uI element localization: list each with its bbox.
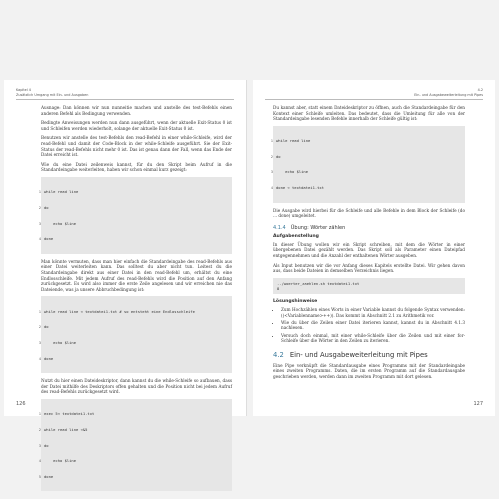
hints-heading: Lösungshinweise <box>273 299 318 305</box>
code-line: echo $line <box>44 339 77 345</box>
code-line: while read line <&5 <box>44 426 88 432</box>
code-line: while read line <box>276 138 311 144</box>
right-page <box>253 80 495 416</box>
list-item: • Versuch doch einmal, mit einer while-Schleife über die Zeilen und mit einer for-Schleife über die Wörter in den Zeilen zu iterieren. <box>281 333 465 344</box>
paragraph: Nutzt du hier einen Dateideskriptor, dann kannst du die while-Schleife so aufbauen, dass der Datei mithilfe des Deskriptors offen gehalten und die Position nicht bei jedem Aufruf des read-Befehls zurückgesetzt wird. <box>41 378 232 395</box>
section-heading <box>273 351 465 359</box>
paragraph: Bedingte Anweisungen werden nun dann ausgeführt, wenn der aktuelle Exit-Status 0 ist und Schleifen werden wiederholt, solange der aktuelle Exit-Status 0 ist. <box>41 120 232 131</box>
hints-list <box>273 307 465 344</box>
code-line: exec 5< textdatei1.txt <box>44 411 95 417</box>
code-listing: 1 while read line 2 do 3 echo $line 4 done <box>41 177 232 254</box>
paragraph: Du kannst aber, statt einem Dateideskriptor zu öffnen, auch die Standardeingabe für den Kontext einer Schleife umleiten. Das bedeutet, dass die Umleitung für alle von der Standardeingabe lesenden Befehle innerhalb der Schleife gültig ist: <box>273 105 465 122</box>
code-line: while read line <box>44 189 79 195</box>
chapter-title: Zusätzlich Umgang mit Ein- und Ausgaben <box>16 92 89 97</box>
code-line: while read line < textdatei1.txt # so entsteht eine Endlosschleife <box>44 308 195 314</box>
subsection-number: 4.1.4 <box>273 224 286 231</box>
chapter-label: Kapitel 4 <box>16 88 31 92</box>
page-number: 127 <box>473 401 483 407</box>
code-line: do <box>44 442 49 448</box>
code-line: echo $line <box>276 169 309 175</box>
section-number: 4.2 <box>477 88 483 92</box>
list-item: • Wie du über die Zeilen einer Datei iterieren kannst, kannst du in Abschnitt 4.1.3 nachlesen. <box>281 320 465 331</box>
paragraph: Benutzen wir anstelle des test-Befehls den read-Befehl in einer while-Schleife, wird der read-Befehl und damit der Code-Block in der while-Schleife ausgeführt. Sie der Exit-Status der read-Befehls nicht mehr 0 ist. Das ist genau dann der Fall, wenn das Ende der Datei erreicht ist. <box>41 135 232 158</box>
terminal-example: ../woerter_zaehlen.sh textdatei1.txt 8 <box>273 278 465 294</box>
section-title: Ein- und Ausgabeweiterleitung mit Pipes <box>414 92 483 97</box>
page-number: 126 <box>16 401 26 407</box>
code-listing: 1 exec 5< textdatei1.txt 2 while read line <&5 3 do 4 echo $line 5 done <box>41 399 232 491</box>
code-listing: 1 while read line 2 do 3 echo $line 4 done < textdatei1.txt <box>273 126 465 203</box>
header-rule <box>16 99 234 100</box>
paragraph: Eine Pipe verknüpft die Standardausgabe eines Programms mit der Standardeingabe eines zweiten Programms. Daten, die im ersten Programm auf die Standardausgabe geschrieben werden, werden dann im zweiten Programm mit dort gelesen. <box>273 362 465 379</box>
section-heading-number: 4.2 <box>273 350 284 359</box>
left-running-header <box>16 88 88 97</box>
left-content <box>38 105 232 496</box>
code-line: done <box>44 355 54 361</box>
paragraph: Als Input benutzen wir die vor Anfang dieses Kapitels erstellte Datei. Wir gehen davon aus, dass beide Dateien in demselben Verzeichnis liegen. <box>273 262 465 274</box>
paragraph: Ausnage: Dan können wir nun nunneitie machen und anstelle des test-Befehls einen anderen Befehl als Bedingung verwenden. <box>41 105 232 116</box>
subsection-heading <box>273 225 465 231</box>
header-rule <box>265 99 483 100</box>
code-line: done <box>44 236 54 242</box>
paragraph: In dieser Übung wollen wir ein Skript schreiben, mit dem die Wörter in einer übergebenen Datei gezählt werden. Das Skript soll als Parameter einen Dateipfad entgegennehmen und die Anzahl der enthaltenen Wörter ausgeben. <box>273 241 465 258</box>
left-page <box>4 80 246 479</box>
task-heading: Aufgabenstellung <box>273 233 319 239</box>
code-line: echo $line <box>44 458 77 464</box>
list-item: • Zum Hochzählen eines Worts in einer Variable kannst du folgende Syntax verwenden: ((<Variablenname>++)). Das kommt in Abschnitt 2.1 zu Arithmetik vor. <box>281 307 465 318</box>
right-content <box>270 105 465 384</box>
code-line: done < textdatei1.txt <box>276 185 325 191</box>
subsection-title: Übung: Wörter zählen <box>290 224 346 231</box>
paragraph: Wie du eine Datei zeilenweis kannst, für du den Skript beim Aufruf in die Standardeingabe weiterleiten, haben wir schon einmal kurz gezeigt: <box>41 161 232 173</box>
code-line: echo $line <box>44 220 77 226</box>
paragraph: Die Ausgabe wird hierbei für die Schleife und alle Befehle in dem Block der Schleife (do ... done) umgeleitet. <box>273 207 465 219</box>
paragraph: Man könnte vermuten, dass man hier einfach die Standardeingabe des read-Befehls aus einer Datei weiterleiten kann. Das solltest du aber nicht tun. Leitest du die Standardeingabe direkt aus einer Datei in den read-Befehl um, erhältst du eine Endlosschleife. Mit jedem Aufruf des read-Befehls wird die Position auf den Anfang zurückgesetzt. Es wird also immer die erste Zeile angelesen und wir erreichen nie das Dateiende, was ja unsere Abbruchbedingung ist: <box>41 258 232 292</box>
code-line: done <box>44 473 54 479</box>
code-listing: 1 while read line < textdatei1.txt # so entsteht eine Endlosschleife 2 do 3 echo $line 4 done <box>41 296 232 373</box>
code-line: do <box>276 153 281 159</box>
code-line: do <box>44 204 49 210</box>
code-line: do <box>44 324 49 330</box>
right-running-header <box>414 88 483 97</box>
section-heading-title: Ein- und Ausgabeweiterleitung mit Pipes <box>289 350 428 359</box>
